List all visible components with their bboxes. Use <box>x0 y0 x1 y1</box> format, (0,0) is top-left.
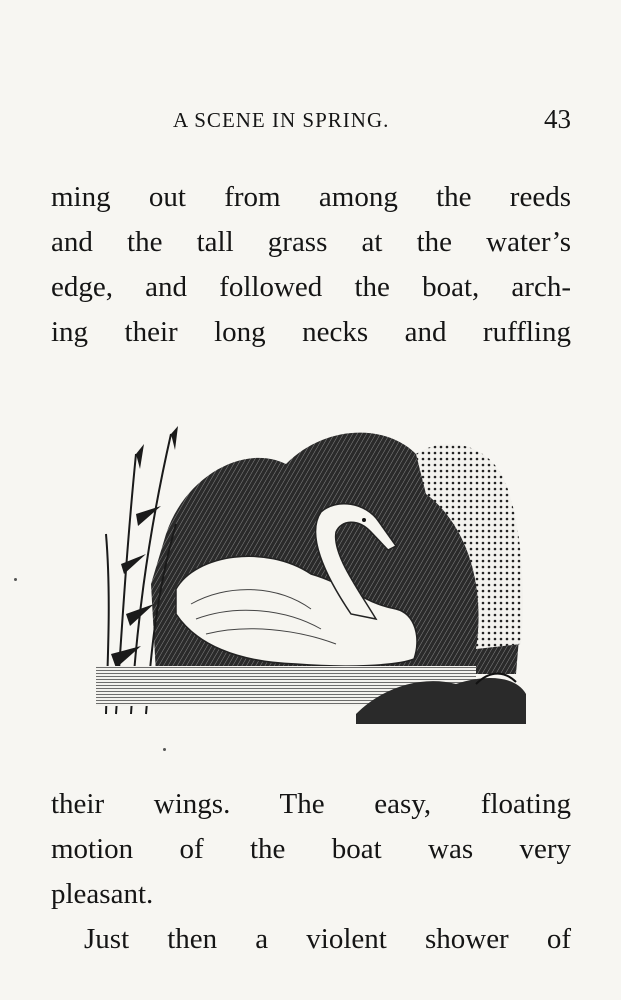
text-line: their wings. The easy, floating <box>51 788 571 820</box>
text-line: pleasant. <box>51 878 154 910</box>
text-line: motion of the boat was very <box>51 833 571 865</box>
swan-illustration <box>96 414 528 732</box>
running-head: A SCENE IN SPRING. <box>173 108 390 132</box>
print-speck <box>14 578 17 581</box>
page-header <box>0 104 621 136</box>
text-line: ming out from among the reeds <box>51 181 571 213</box>
paragraph-bottom <box>51 782 571 962</box>
text-line: Just then a violent shower of <box>84 923 571 955</box>
print-speck <box>163 748 166 751</box>
text-line: edge, and followed the boat, arch- <box>51 271 571 303</box>
page-number: 43 <box>544 104 571 134</box>
text-line: and the tall grass at the water’s <box>51 226 571 258</box>
text-line: ing their long necks and ruffling <box>51 316 571 348</box>
paragraph-top <box>51 175 571 355</box>
